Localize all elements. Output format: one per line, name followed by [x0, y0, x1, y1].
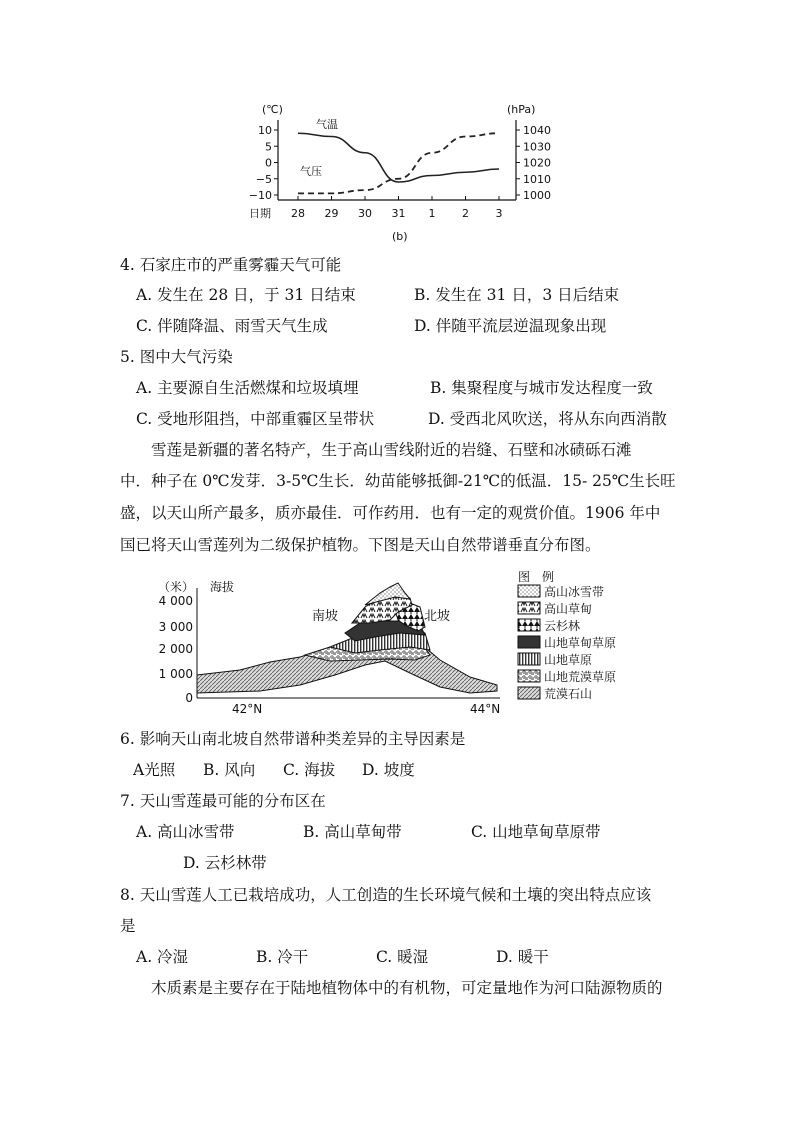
q6-stem: 6. 影响天山南北坡自然带谱种类差异的主导因素是: [120, 730, 466, 748]
date-tick-label: 28: [291, 207, 305, 220]
date-tick-label: 29: [324, 207, 339, 220]
right-tick-label: 1010: [523, 172, 551, 186]
right-tick-label: 1020: [523, 156, 551, 170]
q8-stem: 8. 天山雪莲人工已栽培成功，人工创造的生长环境气候和土壤的突出特点应该: [120, 886, 652, 904]
q4-stem: 4. 石家庄市的严重雾霾天气可能: [120, 256, 342, 274]
q7-option-c[interactable]: C. 山地草甸草原带: [471, 823, 601, 841]
date-axis-label: 日期: [249, 207, 271, 220]
elevation-label: 海拔: [210, 580, 235, 594]
legend-label: 高山草甸: [544, 602, 593, 616]
q7-option-d[interactable]: D. 云杉林带: [183, 854, 267, 872]
right-tick-label: 1030: [523, 140, 551, 154]
q7-option-a[interactable]: A. 高山冰雪带: [136, 823, 235, 841]
passage-line-1: 雪莲是新疆的著名特产，生于高山雪线附近的岩缝、石壁和冰碛砾石滩: [151, 441, 632, 459]
left-tick-label: −5: [255, 172, 272, 186]
chart-frame: [278, 120, 516, 200]
legend: [518, 584, 616, 701]
q7-option-b[interactable]: B. 高山草甸带: [303, 823, 402, 841]
tianshan-zonation-diagram: [0, 565, 794, 725]
pressure-series-label: 气压: [300, 165, 322, 178]
q5-option-d[interactable]: D. 受西北风吹送，将从东向西消散: [428, 410, 667, 428]
q6-option-a[interactable]: A光照: [133, 761, 176, 779]
q5-option-c[interactable]: C. 受地形阻挡，中部重霾区呈带状: [136, 410, 375, 428]
passage-line-2: 中．种子在 0℃发芽．3-5℃生长．幼苗能够抵御-21℃的低温．15- 25℃生长旺: [120, 472, 676, 490]
zone-desert-rock: [197, 630, 497, 693]
date-tick-label: 30: [358, 207, 372, 220]
y-tick: 2 000: [158, 642, 193, 656]
right-tick-label: 1000: [523, 189, 551, 202]
x-tick-42n: 42°N: [232, 702, 263, 716]
passage-line-4: 国已将天山雪莲列为二级保护植物。下图是天山自然带谱垂直分布图。: [120, 536, 601, 554]
q5-option-a[interactable]: A. 主要源自生活燃煤和垃圾填埋: [136, 379, 359, 397]
legend-label: 高山冰雪带: [544, 585, 605, 599]
pressure-line: [298, 133, 499, 193]
q4-option-b[interactable]: B. 发生在 31 日，3 日后结束: [414, 286, 620, 304]
north-slope-label: 北坡: [424, 609, 451, 624]
q4-option-a[interactable]: A. 发生在 28 日，于 31 日结束: [136, 286, 356, 304]
q5-stem: 5. 图中大气污染: [120, 348, 233, 366]
date-tick-label: 3: [495, 207, 503, 220]
x-tick-44n: 44°N: [470, 702, 501, 716]
left-tick-label: 5: [265, 140, 272, 154]
date-tick-label: 2: [462, 207, 469, 220]
y-tick: 3 000: [158, 620, 193, 634]
q6-option-d[interactable]: D. 坡度: [362, 761, 415, 779]
q6-option-c[interactable]: C. 海拔: [283, 761, 336, 779]
date-tick-label: 31: [391, 207, 406, 220]
legend-label: 云杉林: [544, 619, 581, 633]
legend-label: 山地荒漠草原: [544, 670, 617, 684]
passage-line-3: 盛，以天山所产最多，质亦最佳．可作药用．也有一定的观赏价值。1906 年中: [120, 504, 661, 522]
legend-label: 荒漠石山: [544, 687, 593, 701]
left-unit-label: (℃): [262, 103, 283, 116]
q4-option-c[interactable]: C. 伴随降温、雨雪天气生成: [136, 317, 328, 335]
q8-option-c[interactable]: C. 暖湿: [376, 948, 429, 966]
legend-title: 图 例: [518, 570, 555, 584]
left-tick-label: 0: [265, 156, 272, 170]
chart-caption: (b): [392, 230, 408, 243]
legend-label: 山地草原: [544, 653, 593, 667]
south-slope-label: 南坡: [312, 609, 339, 624]
q7-stem: 7. 天山雪莲最可能的分布区在: [120, 792, 326, 810]
temperature-pressure-chart: [0, 0, 794, 245]
y-tick: 0: [185, 691, 193, 705]
elevation-unit: （米）: [158, 580, 195, 594]
q8-option-a[interactable]: A. 冷湿: [136, 948, 189, 966]
left-tick-label: 10: [258, 124, 272, 137]
passage-2-line-1: 木质素是主要存在于陆地植物体中的有机物，可定量地作为河口陆源物质的: [151, 979, 663, 997]
temp-series-label: 气温: [316, 118, 338, 131]
q4-option-d[interactable]: D. 伴随平流层逆温现象出现: [414, 317, 607, 335]
legend-label: 山地草甸草原: [544, 636, 617, 650]
left-tick-label: −10: [248, 189, 272, 202]
date-tick-label: 1: [428, 207, 436, 220]
y-tick: 4 000: [158, 594, 193, 608]
elevation-ticks: [159, 594, 193, 705]
q6-option-b[interactable]: B. 风向: [203, 761, 256, 779]
q5-option-b[interactable]: B. 集聚程度与城市发达程度一致: [430, 379, 653, 397]
q8-option-b[interactable]: B. 冷干: [256, 948, 309, 966]
q8-stem-cont: 是: [120, 917, 136, 935]
right-tick-label: 1040: [523, 124, 551, 137]
right-unit-label: (hPa): [507, 103, 536, 116]
q8-option-d[interactable]: D. 暖干: [496, 948, 549, 966]
temperature-line: [298, 133, 499, 182]
y-tick: 1 000: [158, 667, 193, 681]
